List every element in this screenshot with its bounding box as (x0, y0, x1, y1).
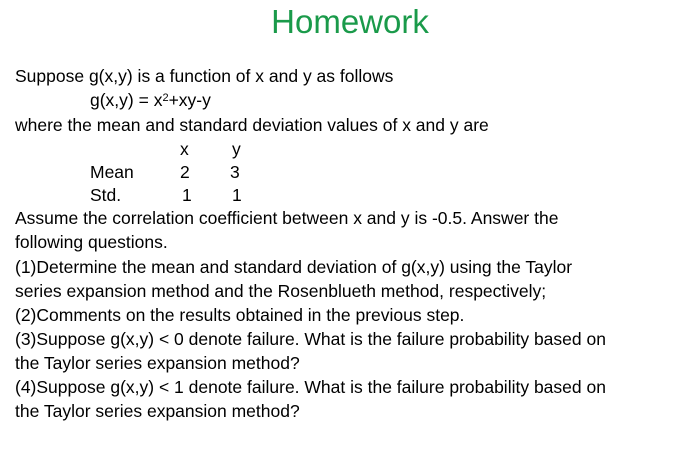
question-2-line: (2)Comments on the results obtained in the previous step. (15, 305, 465, 325)
stats-std-y: 1 (232, 185, 242, 205)
intro-text: Suppose g(x,y) is a function of x and y as follows (15, 66, 394, 86)
page-title: Homework (271, 3, 429, 40)
question-4-line-1: (4)Suppose g(x,y) < 1 denote failure. What is the failure probability based on (15, 377, 606, 397)
stats-mean-x: 2 (180, 162, 190, 182)
question-3-line-2: the Taylor series expansion method? (15, 353, 300, 373)
stats-row-label-std: Std. (90, 185, 122, 205)
assumption-line-2: following questions. (15, 232, 168, 252)
stats-intro-text: where the mean and standard deviation values of x and y are (15, 115, 489, 135)
equation-lhs: g(x,y) = x (90, 90, 163, 110)
stats-header-y: y (232, 139, 241, 159)
question-3-line-1: (3)Suppose g(x,y) < 0 denote failure. What is the failure probability based on (15, 329, 606, 349)
equation-rhs: +xy-y (168, 90, 211, 110)
equation-exponent: 2 (162, 92, 169, 104)
function-equation (90, 89, 211, 111)
question-1-line-2: series expansion method and the Rosenblueth method, respectively; (15, 281, 547, 301)
stats-mean-y: 3 (230, 162, 240, 182)
assumption-line-1: Assume the correlation coefficient between x and y is -0.5. Answer the (15, 208, 559, 228)
question-4-line-2: the Taylor series expansion method? (15, 401, 300, 421)
question-1-line-1: (1)Determine the mean and standard deviation of g(x,y) using the Taylor (15, 257, 573, 277)
stats-header-x: x (180, 139, 189, 159)
stats-row-label-mean: Mean (90, 162, 134, 182)
stats-std-x: 1 (182, 185, 192, 205)
